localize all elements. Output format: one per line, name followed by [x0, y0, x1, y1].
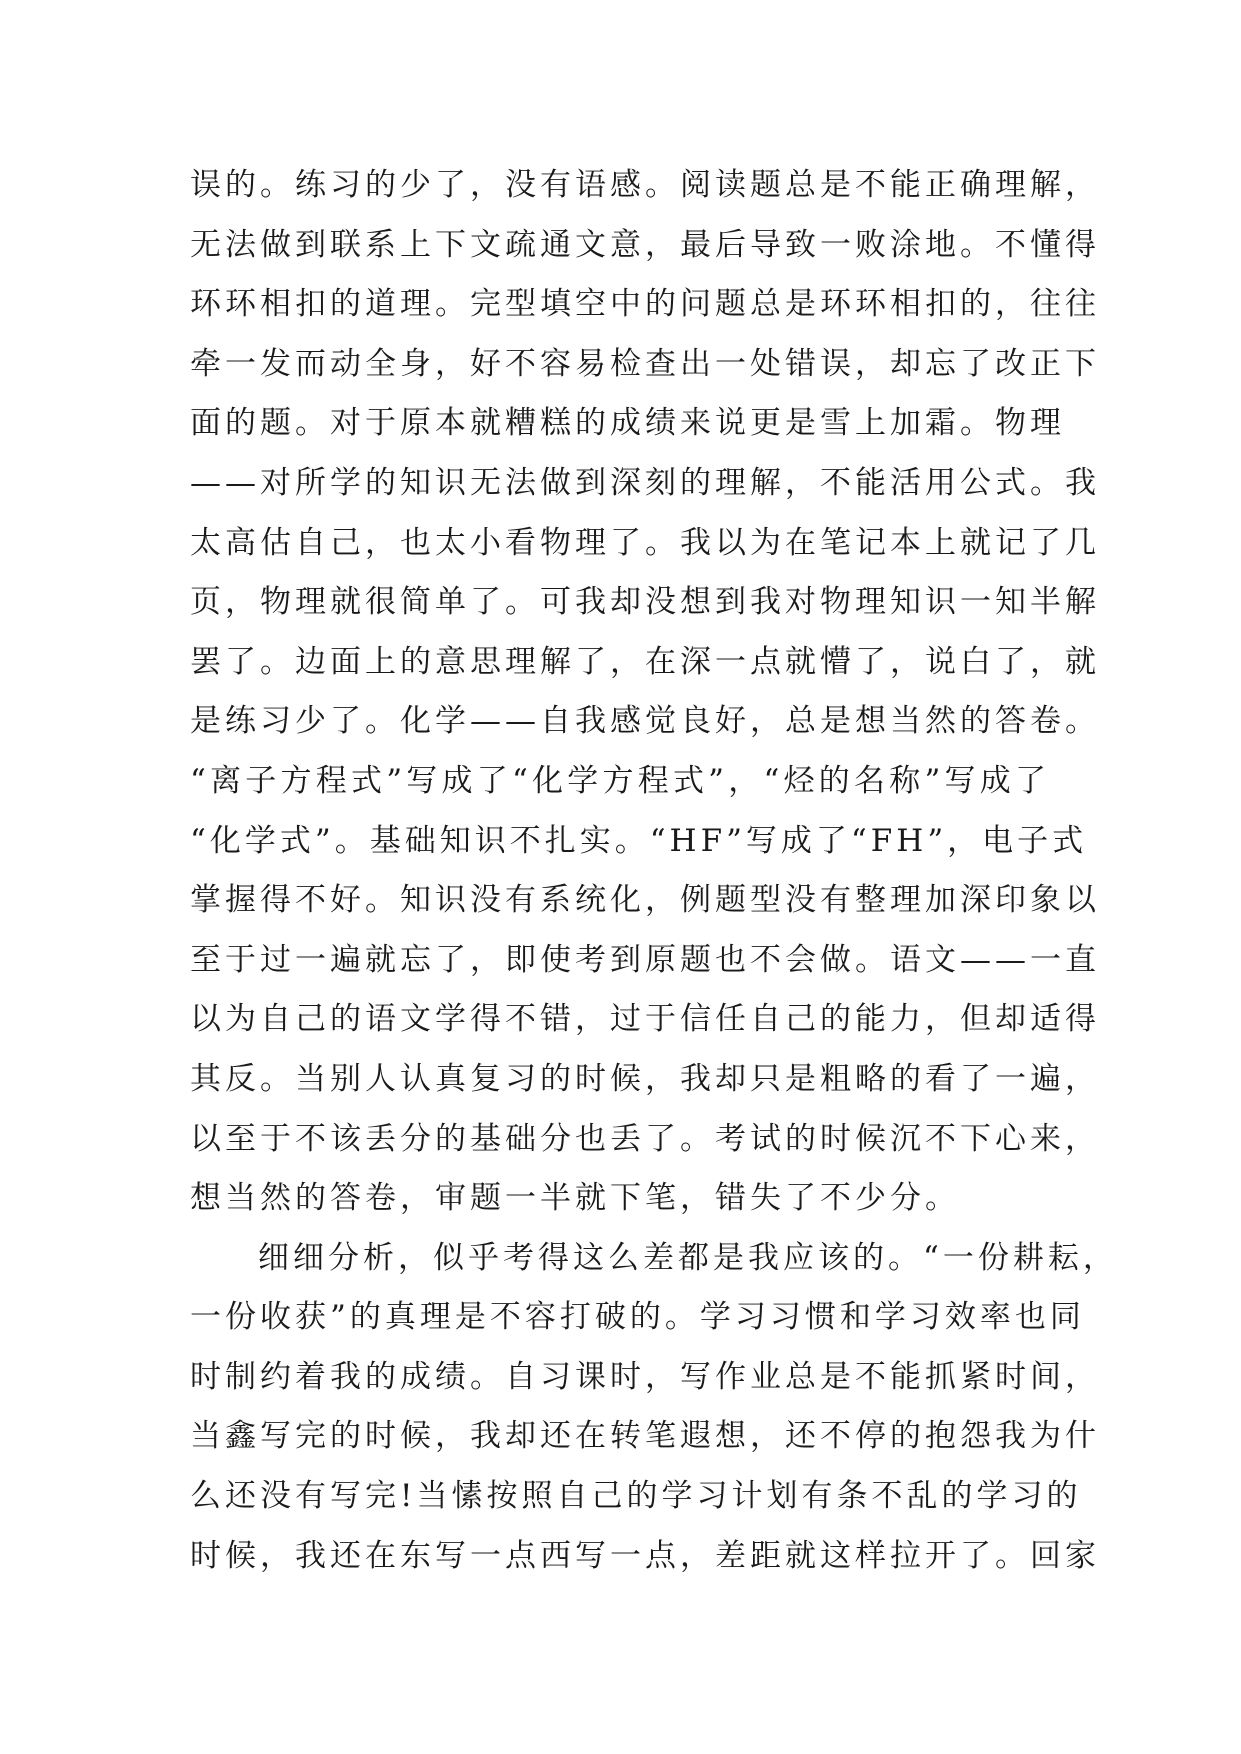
text-line: 太高估自己，也太小看物理了。我以为在笔记本上就记了几 — [190, 524, 1100, 561]
text-line: 一份收获”的真理是不容打破的。学习习惯和学习效率也同 — [190, 1299, 1085, 1336]
text-line: 面的题。对于原本就糟糕的成绩来说更是雪上加霜。物理 — [190, 405, 1065, 442]
text-line: 无法做到联系上下文疏通文意，最后导致一败涂地。不懂得 — [190, 226, 1100, 263]
text-line: 以至于不该丢分的基础分也丢了。考试的时候沉不下心来， — [190, 1120, 1100, 1157]
text-line: 时制约着我的成绩。自习课时，写作业总是不能抓紧时间， — [190, 1358, 1100, 1395]
body-text — [190, 156, 1118, 1586]
text-line: “化学式”。基础知识不扎实。“HF”写成了“FH”，电子式 — [190, 822, 1088, 859]
text-line: 罢了。边面上的意思理解了，在深一点就懵了，说白了，就 — [190, 643, 1100, 680]
paragraph-last-line: 想当然的答卷，审题一半就下笔，错失了不少分。 — [190, 1180, 960, 1217]
text-line: 牵一发而动全身，好不容易检查出一处错误，却忘了改正下 — [190, 345, 1100, 382]
text-line: 环环相扣的道理。完型填空中的问题总是环环相扣的，往往 — [190, 286, 1100, 323]
text-line: “离子方程式”写成了“化学方程式”，“烃的名称”写成了 — [190, 762, 1050, 799]
text-line: 么还没有写完!当愫按照自己的学习计划有条不乱的学习的 — [190, 1478, 1082, 1515]
text-line: 至于过一遍就忘了，即使考到原题也不会做。语文——一直 — [190, 941, 1100, 978]
text-line: 当鑫写完的时候，我却还在转笔遐想，还不停的抱怨我为什 — [190, 1418, 1100, 1455]
text-line: ——对所学的知识无法做到深刻的理解，不能活用公式。我 — [190, 464, 1100, 501]
text-line: 其反。当别人认真复习的时候，我却只是粗略的看了一遍， — [190, 1060, 1100, 1097]
text-line: 掌握得不好。知识没有系统化，例题型没有整理加深印象以 — [190, 882, 1100, 919]
text-line: 以为自己的语文学得不错，过于信任自己的能力，但却适得 — [190, 1001, 1100, 1038]
text-line: 页，物理就很简单了。可我却没想到我对物理知识一知半解 — [190, 584, 1100, 621]
text-line: 时候，我还在东写一点西写一点，差距就这样拉开了。回家 — [190, 1537, 1100, 1574]
paragraph-first-line: 细细分析，似乎考得这么差都是我应该的。“一份耕耘， — [258, 1239, 1118, 1276]
text-line: 是练习少了。化学——自我感觉良好，总是想当然的答卷。 — [190, 703, 1100, 740]
text-line: 误的。练习的少了，没有语感。阅读题总是不能正确理解， — [190, 167, 1100, 203]
